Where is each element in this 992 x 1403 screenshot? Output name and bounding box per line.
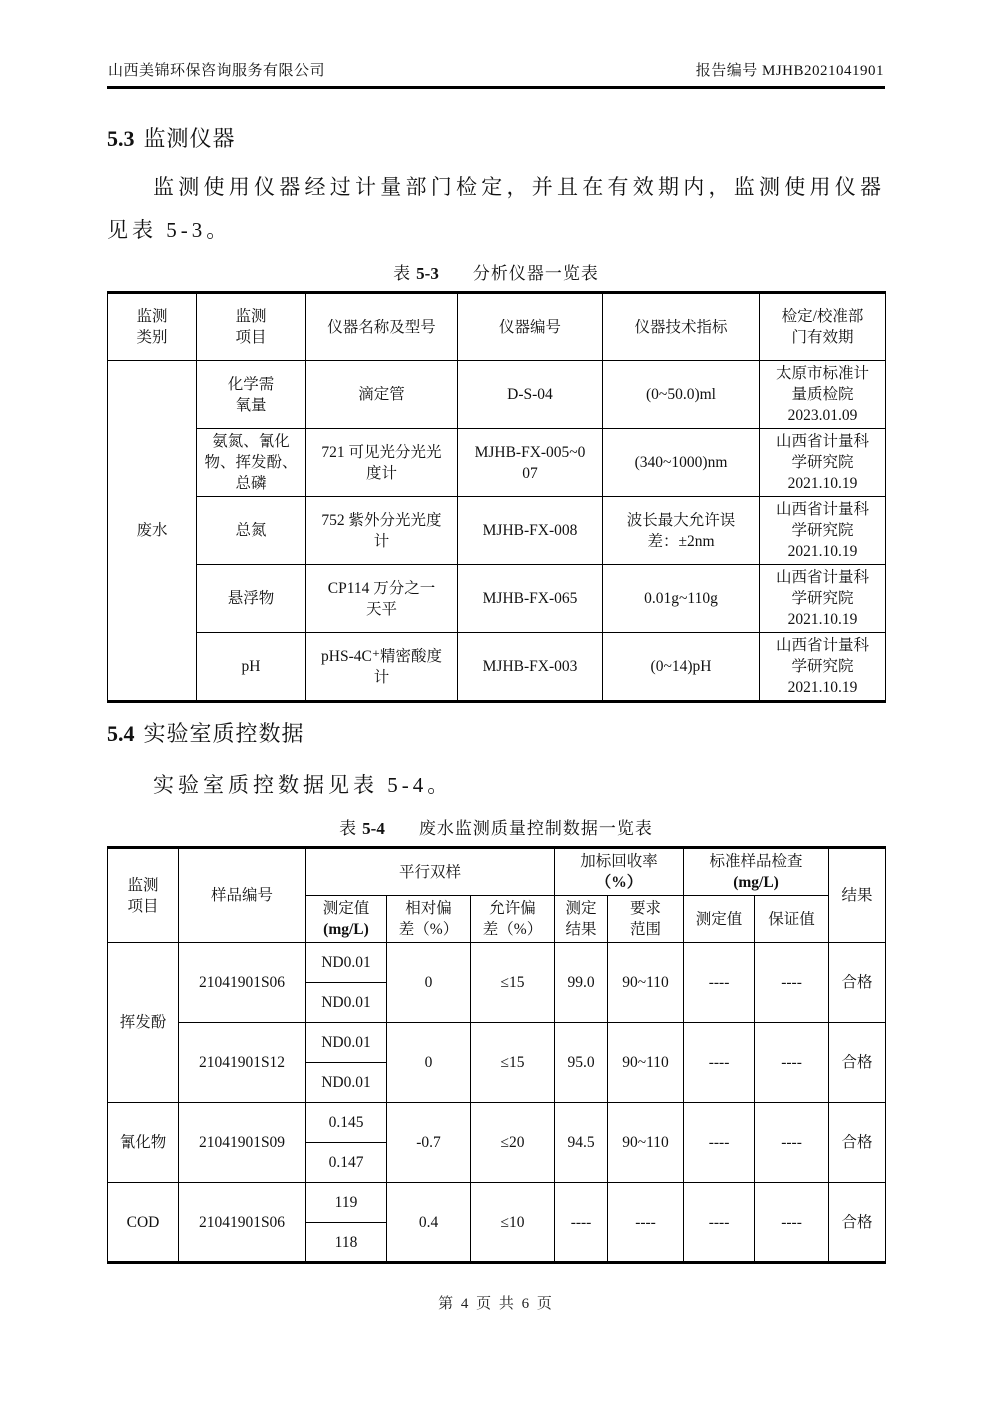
cell-rec-result: ----: [555, 1183, 608, 1263]
cell-std-measured: ----: [684, 1023, 755, 1103]
table-row: [108, 429, 886, 497]
cell-allow-dev: ≤15: [471, 943, 555, 1023]
cell-measured-2: 0.147: [306, 1143, 387, 1183]
section-5-3-heading: [107, 122, 885, 153]
cell-item: 总氮: [197, 497, 306, 565]
cell-measured-1: 0.145: [306, 1103, 387, 1143]
caption-number: 5-3: [416, 264, 439, 283]
cell-rel-dev: 0.4: [387, 1183, 471, 1263]
header-cell-rel-dev: 相对偏 差（%）: [387, 896, 471, 943]
section-5-4-title: 实验室质控数据: [143, 721, 305, 746]
table-row: [108, 1103, 886, 1143]
cell-spec: 0.01g~110g: [603, 565, 760, 633]
header-cell-result: 结果: [829, 848, 886, 943]
cell-rel-dev: 0: [387, 943, 471, 1023]
header-cell-number: 仪器编号: [458, 293, 603, 361]
cell-allow-dev: ≤20: [471, 1103, 555, 1183]
cell-item: COD: [108, 1183, 179, 1263]
page-header: [107, 0, 885, 89]
cell-rec-result: 94.5: [555, 1103, 608, 1183]
table-row: [108, 565, 886, 633]
cell-std-certified: ----: [755, 1183, 829, 1263]
header-cell-std-measured: 测定值: [684, 896, 755, 943]
cell-rec-range: ----: [608, 1183, 684, 1263]
cell-measured-1: ND0.01: [306, 943, 387, 983]
caption-word: 表: [393, 264, 412, 283]
analysis-instruments-table: [107, 291, 886, 703]
cell-sample-id: 21041901S06: [179, 1183, 306, 1263]
header-cell-instrument: 仪器名称及型号: [306, 293, 458, 361]
cell-rel-dev: -0.7: [387, 1103, 471, 1183]
cell-instrument: 滴定管: [306, 361, 458, 429]
cell-number: MJHB-FX-008: [458, 497, 603, 565]
header-cell-validity: 检定/校准部 门有效期: [760, 293, 886, 361]
qc-data-table: [107, 846, 886, 1264]
company-name: 山西美锦环保咨询服务有限公司: [108, 63, 326, 79]
cell-measured-2: ND0.01: [306, 1063, 387, 1103]
header-recovery-label: 加标回收率: [580, 853, 658, 870]
cell-measured-1: ND0.01: [306, 1023, 387, 1063]
table-row: [108, 1183, 886, 1223]
header-cell-recovery: [555, 848, 684, 896]
table-5-3-caption: [107, 259, 885, 284]
cell-result: 合格: [829, 943, 886, 1023]
section-5-3-number: 5.3: [107, 126, 135, 151]
cell-measured-2: ND0.01: [306, 983, 387, 1023]
header-cell-allow-dev: 允许偏 差（%）: [471, 896, 555, 943]
cell-spec: (340~1000)nm: [603, 429, 760, 497]
caption-word: 表: [339, 819, 358, 838]
section-5-3-paragraph: 监测使用仪器经过计量部门检定，并且在有效期内，监测使用仪器见表 5-3。: [107, 175, 885, 242]
page-number: 第 4 页 共 6 页: [438, 1296, 554, 1312]
cell-spec: (0~14)pH: [603, 633, 760, 702]
header-cell-rec-result: 测定 结果: [555, 896, 608, 943]
cell-measured-2: 118: [306, 1223, 387, 1263]
caption-number: 5-4: [362, 819, 385, 838]
cell-number: MJHB-FX-065: [458, 565, 603, 633]
header-cell-item: 监测 项目: [108, 848, 179, 943]
cell-instrument: CP114 万分之一 天平: [306, 565, 458, 633]
cell-rec-range: 90~110: [608, 1103, 684, 1183]
header-cell-item: 监测 项目: [197, 293, 306, 361]
header-cell-parallel: 平行双样: [306, 848, 555, 896]
cell-instrument: pHS-4C⁺精密酸度 计: [306, 633, 458, 702]
cell-item: 悬浮物: [197, 565, 306, 633]
section-5-4-number: 5.4: [107, 721, 135, 746]
header-cell-std-certified: 保证值: [755, 896, 829, 943]
cell-validity: 山西省计量科 学研究院 2021.10.19: [760, 497, 886, 565]
cell-validity: 山西省计量科 学研究院 2021.10.19: [760, 429, 886, 497]
cell-instrument: 721 可见光分光光 度计: [306, 429, 458, 497]
cell-measured-1: 119: [306, 1183, 387, 1223]
caption-title: 分析仪器一览表: [472, 264, 599, 283]
table-row: [108, 361, 886, 429]
cell-std-certified: ----: [755, 1103, 829, 1183]
cell-std-measured: ----: [684, 943, 755, 1023]
caption-title: 废水监测质量控制数据一览表: [418, 819, 653, 838]
cell-spec: 波长最大允许误 差：±2nm: [603, 497, 760, 565]
cell-std-measured: ----: [684, 1103, 755, 1183]
table-row: [108, 633, 886, 702]
cell-sample-id: 21041901S12: [179, 1023, 306, 1103]
header-cell-measured: [306, 896, 387, 943]
cell-std-measured: ----: [684, 1183, 755, 1263]
cell-rec-result: 99.0: [555, 943, 608, 1023]
cell-number: D-S-04: [458, 361, 603, 429]
section-5-3-title: 监测仪器: [143, 126, 236, 151]
cell-sample-id: 21041901S06: [179, 943, 306, 1023]
cell-number: MJHB-FX-003: [458, 633, 603, 702]
cell-item: 氨氮、氰化 物、挥发酚、 总磷: [197, 429, 306, 497]
table-row: [108, 497, 886, 565]
cell-number: MJHB-FX-005~0 07: [458, 429, 603, 497]
cell-validity: 太原市标准计 量质检院 2023.01.09: [760, 361, 886, 429]
cell-item: 氰化物: [108, 1103, 179, 1183]
header-cell-sample-id: 样品编号: [179, 848, 306, 943]
cell-validity: 山西省计量科 学研究院 2021.10.19: [760, 565, 886, 633]
header-cell-spec: 仪器技术指标: [603, 293, 760, 361]
cell-allow-dev: ≤10: [471, 1183, 555, 1263]
cell-item: pH: [197, 633, 306, 702]
header-standard-unit: (mg/L): [733, 874, 779, 891]
header-standard-label: 标准样品检查: [709, 853, 803, 870]
table-row: [108, 1023, 886, 1063]
header-cell-rec-range: 要求 范围: [608, 896, 684, 943]
header-cell-standard: [684, 848, 829, 896]
table-header-row: [108, 848, 886, 896]
section-5-4-paragraph: 实验室质控数据见表 5-4。: [153, 773, 453, 797]
table-5-4-caption: [107, 814, 885, 839]
cell-item: 化学需 氧量: [197, 361, 306, 429]
cell-allow-dev: ≤15: [471, 1023, 555, 1103]
cell-rec-range: 90~110: [608, 943, 684, 1023]
cell-item: 挥发酚: [108, 943, 179, 1103]
cell-spec: (0~50.0)ml: [603, 361, 760, 429]
cell-result: 合格: [829, 1183, 886, 1263]
table-header-row: [108, 293, 886, 361]
header-cell-category: 监测 类别: [108, 293, 197, 361]
cell-result: 合格: [829, 1023, 886, 1103]
cell-sample-id: 21041901S09: [179, 1103, 306, 1183]
cell-category: 废水: [108, 361, 197, 702]
cell-rec-result: 95.0: [555, 1023, 608, 1103]
cell-rec-range: 90~110: [608, 1023, 684, 1103]
header-recovery-unit: （%）: [595, 874, 643, 891]
cell-instrument: 752 紫外分光光度 计: [306, 497, 458, 565]
header-measured-label: 测定值: [322, 900, 370, 917]
report-number: 报告编号 MJHB2021041901: [695, 63, 884, 79]
table-row: [108, 943, 886, 983]
cell-validity: 山西省计量科 学研究院 2021.10.19: [760, 633, 886, 702]
cell-std-certified: ----: [755, 943, 829, 1023]
cell-std-certified: ----: [755, 1023, 829, 1103]
section-5-4-heading: [107, 717, 885, 748]
cell-rel-dev: 0: [387, 1023, 471, 1103]
cell-result: 合格: [829, 1103, 886, 1183]
page-footer: [107, 1292, 885, 1313]
header-measured-unit: (mg/L): [323, 921, 369, 938]
